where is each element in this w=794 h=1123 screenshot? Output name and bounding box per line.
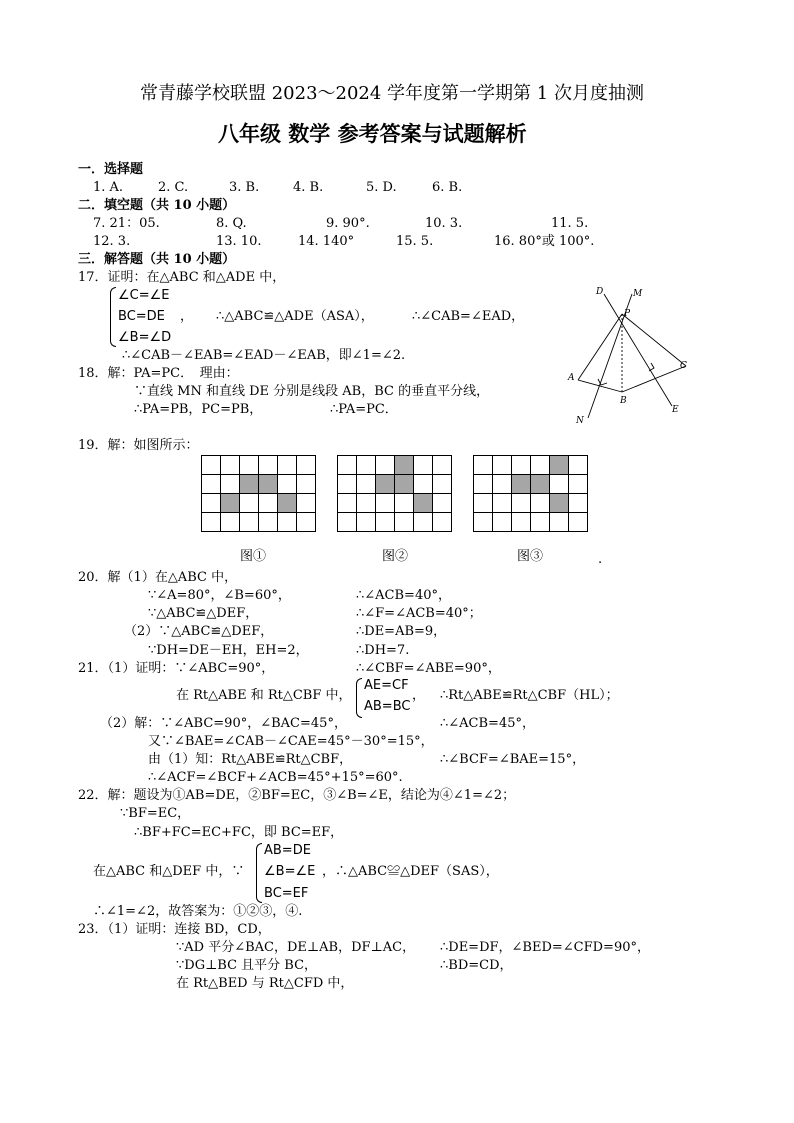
q18-line-3a: ∴PA=PB，PC=PB， <box>134 402 263 417</box>
fill-answer: 12. 3. <box>93 234 131 249</box>
choice-answer: 3. B. <box>229 180 260 195</box>
q17-cond-1: ∠C=∠E <box>118 288 170 303</box>
grid-caption-2: 图② <box>382 549 409 564</box>
q21-line-2b: ∴Rt△ABE≌Rt△CBF（HL）； <box>440 688 619 703</box>
fill-answer: 14. 140° <box>298 234 355 249</box>
q18-line-1: 18．解：PA=PC． 理由： <box>78 366 239 381</box>
fill-answer: 9. 90°. <box>326 216 370 231</box>
q21-line-3a: （2）解：∵∠ABC=90°，∠BAC=45°， <box>100 716 347 731</box>
q22-line-1: 22．解：题设为①AB=DE，②BF=EC，③∠B=∠E，结论为④∠1=∠2； <box>78 788 516 803</box>
q21-brace <box>356 678 362 718</box>
q21-cond-1: AE=CF <box>364 678 409 693</box>
fig-label-A: A <box>568 373 575 383</box>
q22-cond-1: AB=DE <box>264 843 311 858</box>
q17-heading: 17．证明：在△ABC 和△ADE 中， <box>78 270 286 285</box>
choice-answer: 1. A. <box>93 180 124 195</box>
q20-line-2a: ∵△ABC≌△DEF， <box>148 606 259 621</box>
q17-result-2: ∴∠CAB=∠EAD， <box>412 309 525 324</box>
q20-line-1a: ∵∠A=80°，∠B=60°， <box>148 588 291 603</box>
q21-line-1a: 21．（1）证明：∵∠ABC=90°， <box>78 661 275 676</box>
q17-brace <box>110 287 116 347</box>
q21-line-3b: ∴∠ACB=45°， <box>440 716 535 731</box>
q18-line-2: ∵直线 MN 和直线 DE 分别是线段 AB，BC 的垂直平分线， <box>134 384 490 399</box>
q21-line-6: ∴∠ACF=∠BCF+∠ACB=45°+15°=60°. <box>148 770 403 785</box>
q17-result-3: ∴∠CAB－∠EAB=∠EAD－∠EAB，即∠1=∠2. <box>122 348 406 363</box>
fig-label-M: M <box>633 289 643 299</box>
q17-result-1: ∴△ABC≌△ADE（ASA）， <box>216 309 374 324</box>
q22-line-2: ∵BF=EC， <box>120 806 191 821</box>
q20-line-3a: （2）∵△ABC≌△DEF， <box>124 624 274 639</box>
q20-line-2b: ∴∠F=∠ACB=40°； <box>356 606 482 621</box>
fill-answer: 13. 10. <box>216 234 262 249</box>
page-title: 常青藤学校联盟 2023～2024 学年度第一学期第 1 次月度抽测 <box>140 83 644 104</box>
choice-answer: 2. C. <box>158 180 189 195</box>
q19-heading: 19．解：如图所示： <box>78 438 199 453</box>
q21-line-1b: ∴∠CBF=∠ABE=90°， <box>356 661 501 676</box>
grid-figure-2 <box>337 455 452 532</box>
fill-answer: 16. 80°或 100°. <box>494 234 595 249</box>
q19-dot: . <box>598 552 603 567</box>
fill-answer: 10. 3. <box>425 216 463 231</box>
q23-line-1: 23．（1）证明：连接 BD，CD， <box>78 922 271 937</box>
q20-line-1b: ∴∠ACB=40°， <box>356 588 451 603</box>
fig-label-B: B <box>620 396 627 406</box>
q23-line-4: 在 Rt△BED 与 Rt△CFD 中， <box>176 976 354 991</box>
q21-line-5b: ∴∠BCF=∠BAE=15°， <box>440 752 586 767</box>
fig-label-C: C <box>680 361 687 371</box>
fig-label-P: P <box>624 309 631 319</box>
choice-answer: 4. B. <box>293 180 324 195</box>
q21-cond-2: AB=BC <box>364 699 411 714</box>
fill-answer: 8. Q. <box>216 216 247 231</box>
fig-label-D: D <box>596 287 604 297</box>
q17-comma: ， <box>180 309 194 324</box>
q22-brace <box>256 843 262 903</box>
q22-cond-3: BC=EF <box>264 886 309 901</box>
q20-line-4a: ∵DH=DE－EH，EH=2， <box>148 643 309 658</box>
fill-answer: 15. 5. <box>396 234 434 249</box>
section-solve-heading: 三．解答题（共 10 小题） <box>78 252 236 267</box>
q22-line-5: ∴∠1=∠2，故答案为：①②③，④. <box>93 904 303 919</box>
fig-label-N: N <box>576 416 584 426</box>
q20-line-3b: ∴DE=AB=9， <box>356 624 447 639</box>
geometry-figure <box>560 280 700 430</box>
choice-answer: 6. B. <box>432 180 463 195</box>
section-choice-heading: 一．选择题 <box>78 162 144 177</box>
q23-line-2a: ∵AD 平分∠BAC，DE⊥AB，DF⊥AC， <box>176 940 416 955</box>
grid-caption-3: 图③ <box>517 549 544 564</box>
q17-cond-2: BC=DE <box>118 309 165 324</box>
q21-line-5a: 由（1）知：Rt△ABE≌Rt△CBF， <box>148 752 353 767</box>
q22-brace-post: ，∴△ABC≌△DEF（SAS）， <box>322 864 499 879</box>
choice-answer: 5. D. <box>366 180 397 195</box>
q22-brace-pre: 在△ABC 和△DEF 中，∵ <box>93 864 245 879</box>
fill-answer: 11. 5. <box>551 216 589 231</box>
q21-line-4: 又∵∠BAE=∠CAB－∠CAE=45°－30°=15°， <box>148 734 434 749</box>
q23-line-3a: ∵DG⊥BC 且平分 BC， <box>176 958 318 973</box>
q23-line-3b: ∴BD=CD， <box>440 958 513 973</box>
fill-answer: 7. 21：05. <box>93 216 160 231</box>
q23-line-2b: ∴DE=DF，∠BED=∠CFD=90°， <box>440 940 650 955</box>
q20-line-4b: ∴DH=7. <box>356 643 410 658</box>
q21-line-2a: 在 Rt△ABE 和 Rt△CBF 中， <box>176 688 352 703</box>
q17-cond-3: ∠B=∠D <box>118 330 172 345</box>
q21-comma: ， <box>412 688 426 703</box>
grid-figure-3 <box>473 455 588 532</box>
q22-cond-2: ∠B=∠E <box>264 864 316 879</box>
page-subtitle: 八年级 数学 参考答案与试题解析 <box>218 121 527 146</box>
grid-figure-1 <box>201 455 316 532</box>
q22-line-3: ∴BF+FC=EC+FC，即 BC=EF， <box>134 825 344 840</box>
fig-label-E: E <box>672 405 679 415</box>
section-fill-heading: 二．填空题（共 10 小题） <box>78 198 236 213</box>
grid-caption-1: 图① <box>240 549 267 564</box>
q18-line-3b: ∴PA=PC． <box>330 402 398 417</box>
q20-heading: 20．解（1）在△ABC 中， <box>78 570 238 585</box>
